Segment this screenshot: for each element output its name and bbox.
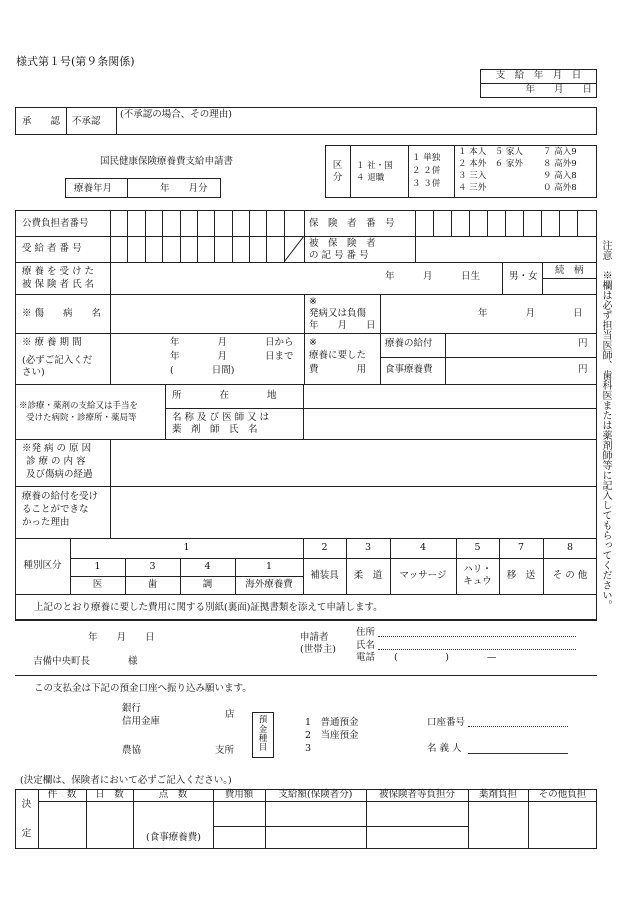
insurer-no-label: 保 険 者 番 号	[309, 218, 395, 229]
category-col4-0[interactable]: ７ 高入9	[543, 147, 577, 157]
type-num-8: 8	[566, 542, 574, 554]
decision-col-cost: 費用額	[224, 789, 254, 801]
bank-type-bank[interactable]: 銀行	[122, 703, 142, 714]
applicant-label-1: 申請者	[300, 632, 329, 643]
type-sub-num-2: 4	[204, 561, 211, 573]
benefit-label: 療養の給付	[385, 338, 433, 349]
cause-label-2: 診 療 の 内 容	[26, 456, 86, 467]
category-col3-0[interactable]: １ 本人 ５ 家人	[458, 147, 523, 157]
doctor-label-2: 薬 剤 師 氏 名	[172, 424, 258, 435]
decision-col-payment: 支給額(保険者分)	[278, 789, 353, 801]
address-label: 所 在 地	[172, 390, 277, 401]
period-value[interactable]: 年 月分	[160, 183, 208, 194]
period-label-3: さい)	[22, 367, 45, 378]
type-num-5: 5	[474, 542, 481, 554]
type-sub-num-1: 3	[149, 561, 156, 573]
statement-text: 上記のとおり療養に要した費用に関する別紙(裏面)証拠書類を添えて申請します。	[34, 602, 383, 613]
applicant-address-field[interactable]	[378, 636, 576, 637]
type-other[interactable]: そ の 他	[552, 570, 588, 582]
meal-yen[interactable]: 円	[578, 364, 588, 375]
period-days[interactable]: ( 日間)	[170, 365, 235, 376]
disease-label: ※ 傷 病 名	[22, 308, 102, 319]
onset-date[interactable]: 年 月 日	[478, 308, 583, 319]
period-label-2: (必ずご記入くだ	[22, 355, 93, 366]
applicant-phone[interactable]: 電話 ( ) —	[356, 652, 497, 663]
category-col2-2[interactable]: ３ ３併	[412, 179, 441, 189]
payment-date-value[interactable]: 年 月 日	[525, 84, 592, 95]
branch-office[interactable]: 支所	[215, 745, 235, 756]
reason-label-3: かった理由	[22, 517, 70, 528]
reason-label-1: 療養の給付を受け	[22, 491, 99, 502]
gender-select[interactable]: 男・女	[509, 271, 538, 282]
applicant-address-label: 住所	[356, 627, 376, 638]
category-col4-3[interactable]: ０ 高外8	[543, 183, 577, 193]
type-medical[interactable]: 医	[92, 579, 103, 591]
form-title: 様式第１号(第９条関係)	[16, 55, 135, 68]
deposit-current[interactable]: 2 当座預金	[305, 730, 359, 741]
bank-type-shinkin[interactable]: 信用金庫	[122, 716, 161, 727]
relation-label: 続 柄	[555, 265, 584, 276]
applicant-name-field[interactable]	[378, 649, 576, 650]
type-num-3: 3	[364, 542, 372, 554]
category-col4-1[interactable]: ８ 高外9	[543, 159, 577, 169]
type-pharmacy[interactable]: 調	[202, 579, 213, 591]
onset-label: 発病又は負傷	[309, 308, 367, 319]
holder-label: 名 義 人	[427, 743, 462, 754]
decision-label: 決 定	[21, 799, 32, 839]
period-to[interactable]: 年 月 日まで	[170, 351, 294, 362]
category-col3-1[interactable]: ２ 本外 ６ 家外	[458, 159, 523, 169]
type-num-2: 2	[321, 542, 328, 554]
side-note: 注意 ※欄は必ず担当医師、歯科医または薬剤師等に記入してもらってください。	[600, 240, 611, 610]
recipient-slash	[284, 236, 304, 262]
hospital-label-1: ※診療・薬剤の支給又は手当を	[19, 401, 139, 411]
type-label: 種別区分	[23, 560, 62, 572]
holder-field[interactable]	[468, 753, 568, 754]
type-sub-num-3: 1	[265, 561, 273, 573]
category-col3-2[interactable]: ３ 三入	[458, 171, 487, 181]
deny-cell[interactable]: 不承認	[72, 116, 101, 127]
type-sub-num-0: 1	[94, 561, 101, 573]
period-label: 療養年月	[74, 183, 113, 194]
branch-store[interactable]: 店	[225, 709, 235, 720]
category-col1-0[interactable]: １ 社・国	[356, 161, 393, 171]
deposit-type-label: 預 金 種 目	[258, 715, 268, 754]
type-dental[interactable]: 歯	[147, 579, 158, 591]
type-orthosis[interactable]: 補装具	[310, 570, 339, 582]
type-acupuncture[interactable]: ハリ・ キュウ	[463, 564, 492, 587]
account-no-label: 口座番号	[427, 717, 466, 728]
category-col4-2[interactable]: ９ 高入8	[543, 171, 577, 181]
cost-label-2: 費 用	[309, 364, 367, 375]
applicant-label-2: (世帯主)	[300, 644, 336, 655]
account-no-field[interactable]	[468, 726, 568, 727]
application-date[interactable]: 年 月 日	[88, 632, 155, 643]
bank-intro: この支払金は下記の預金口座へ振り込み願います。	[34, 683, 252, 694]
cost-label-1: 療養に要した	[309, 350, 367, 361]
reason-label-2: ることができな	[22, 504, 89, 515]
category-col2-1[interactable]: ２ ２併	[412, 166, 441, 176]
cause-label-3: 及び傷病の経過	[26, 469, 93, 480]
category-col3-3[interactable]: ４ 三外	[458, 183, 487, 193]
applicant-name-label: 氏名	[356, 640, 376, 651]
decision-col-count: 件 数	[47, 789, 77, 801]
recipient-no-label: 受 給 者 番 号	[22, 243, 82, 254]
public-payer-label: 公費負担者番号	[22, 218, 89, 229]
approval-row	[15, 107, 597, 135]
patient-name-label-1: 療 養 を 受 け た	[22, 266, 95, 277]
type-massage[interactable]: マッサージ	[399, 570, 447, 582]
payment-date-label: 支 給 年 月 日	[495, 70, 582, 81]
deposit-ordinary[interactable]: 1 普通預金	[305, 717, 359, 728]
deny-reason[interactable]: (不承認の場合、その理由)	[120, 109, 232, 120]
onset-mark: ※	[309, 296, 317, 307]
deposit-other[interactable]: 3	[305, 743, 312, 754]
onset-date-label: 年 月 日	[309, 320, 376, 331]
category-label: 区 分	[332, 159, 343, 183]
decision-col-other: その他負担	[538, 789, 587, 801]
type-judo[interactable]: 柔 道	[353, 570, 383, 582]
decision-col-drug: 薬剤負担	[478, 789, 517, 801]
hospital-label-2: 受けた病院・診療所・薬局等	[26, 413, 137, 423]
approve-cell[interactable]: 承 認	[22, 116, 61, 127]
period-from[interactable]: 年 月 日から	[170, 337, 294, 348]
insured-no-label-1: 被 保 険 者	[309, 238, 376, 249]
decision-col-days: 日 数	[95, 789, 124, 801]
bank-type-nokyo[interactable]: 農協	[122, 745, 142, 756]
application-title: 国民健康保険療養費支給申請書	[100, 156, 234, 167]
category-col1-1[interactable]: ４ 退職	[356, 173, 385, 183]
decision-note: (決定欄は、保険者において必ずご記入ください。)	[20, 775, 232, 786]
decision-meal: (食事療養費)	[146, 832, 201, 843]
benefit-yen[interactable]: 円	[578, 338, 588, 349]
cause-label-1: ※発 病 の 原 因	[22, 443, 92, 454]
type-overseas[interactable]: 海外療養費	[245, 579, 293, 591]
type-transport[interactable]: 移 送	[506, 570, 536, 582]
patient-name-label-2: 被 保 険 者 氏 名	[22, 279, 95, 290]
mayor-addressee: 吉備中央町長 様	[33, 656, 138, 667]
decision-col-insured: 被保険者等負担分	[378, 789, 455, 801]
meal-label: 食事療養費	[385, 364, 433, 375]
cost-mark: ※	[309, 337, 317, 348]
insured-no-label-2: の 記 号 番 号	[309, 250, 369, 261]
doctor-label-1: 名 称 及 び 医 師 又 は	[172, 412, 270, 423]
period-label-1: ※ 療 養 期 間	[22, 337, 82, 348]
category-col2-0[interactable]: １ 単独	[412, 153, 441, 163]
type-num-4: 4	[419, 542, 427, 554]
type-group-number: 1	[183, 542, 190, 554]
type-num-7: 7	[517, 542, 525, 554]
birth-date[interactable]: 年 月 日生	[385, 271, 481, 282]
decision-col-points: 点 数	[158, 789, 188, 801]
